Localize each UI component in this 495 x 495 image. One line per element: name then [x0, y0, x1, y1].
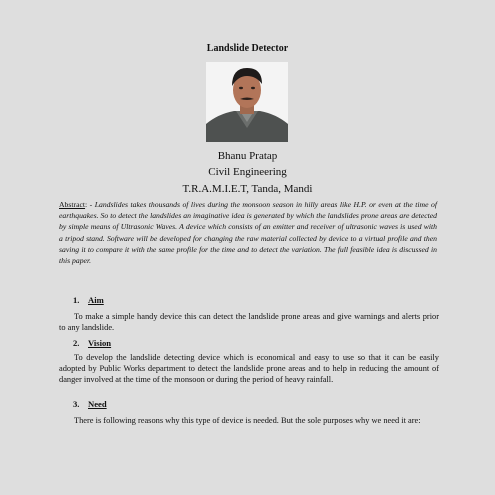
abstract-text: Landslides takes thousands of lives during the monsoon season in hilly areas like H.P. or even at the time of earthquakes. So to detect the landslides an imaginative idea is generated by which the landslides prone areas are detected by simple means of Ultrasonic Waves. A device which consists of an emitter and receiver of ultrasonic waves is used with a tripod stand. Software will be developed for changing the raw material collected by device to a virtual profile and then saving it to compare it with the same profile for the time and to detect the variation. The full feasible idea is discussed in this paper. — [59, 200, 437, 266]
document-title: Landslide Detector — [206, 43, 289, 54]
author-department: Civil Engineering — [208, 166, 287, 178]
abstract-label: Abstract — [59, 200, 86, 209]
author-portrait-image — [206, 62, 288, 142]
author-photo — [206, 62, 288, 142]
author-name: Bhanu Pratap — [217, 150, 278, 162]
abstract-separator: : - — [85, 200, 95, 209]
section-text-aim: To make a simple handy device this can detect the landslide prone areas and give warnings and alerts prior to any landslide. — [59, 312, 439, 332]
section-title: Aim — [88, 295, 104, 305]
abstract — [59, 199, 437, 266]
section-heading-aim — [73, 295, 104, 305]
section-number: 3. — [73, 399, 80, 409]
author-institution: T.R.A.M.I.E.T, Tanda, Mandi — [182, 183, 313, 195]
section-number: 1. — [73, 295, 80, 305]
section-text-vision: To develop the landslide detecting device which is economical and easy to use so that it can be easily adopted by Public Works department to detect the landslide prone areas and to help in reducing the amount of danger involved at the time of the monsoon or during the period of heavy rainfall. — [59, 353, 439, 384]
section-text-need: There is following reasons why this type of device is needed. But the sole purposes why we need it are: — [74, 416, 421, 425]
section-number: 2. — [73, 338, 80, 348]
section-title: Vision — [88, 338, 112, 348]
section-title: Need — [88, 399, 107, 409]
section-heading-need — [73, 399, 107, 409]
section-heading-vision — [73, 338, 111, 348]
